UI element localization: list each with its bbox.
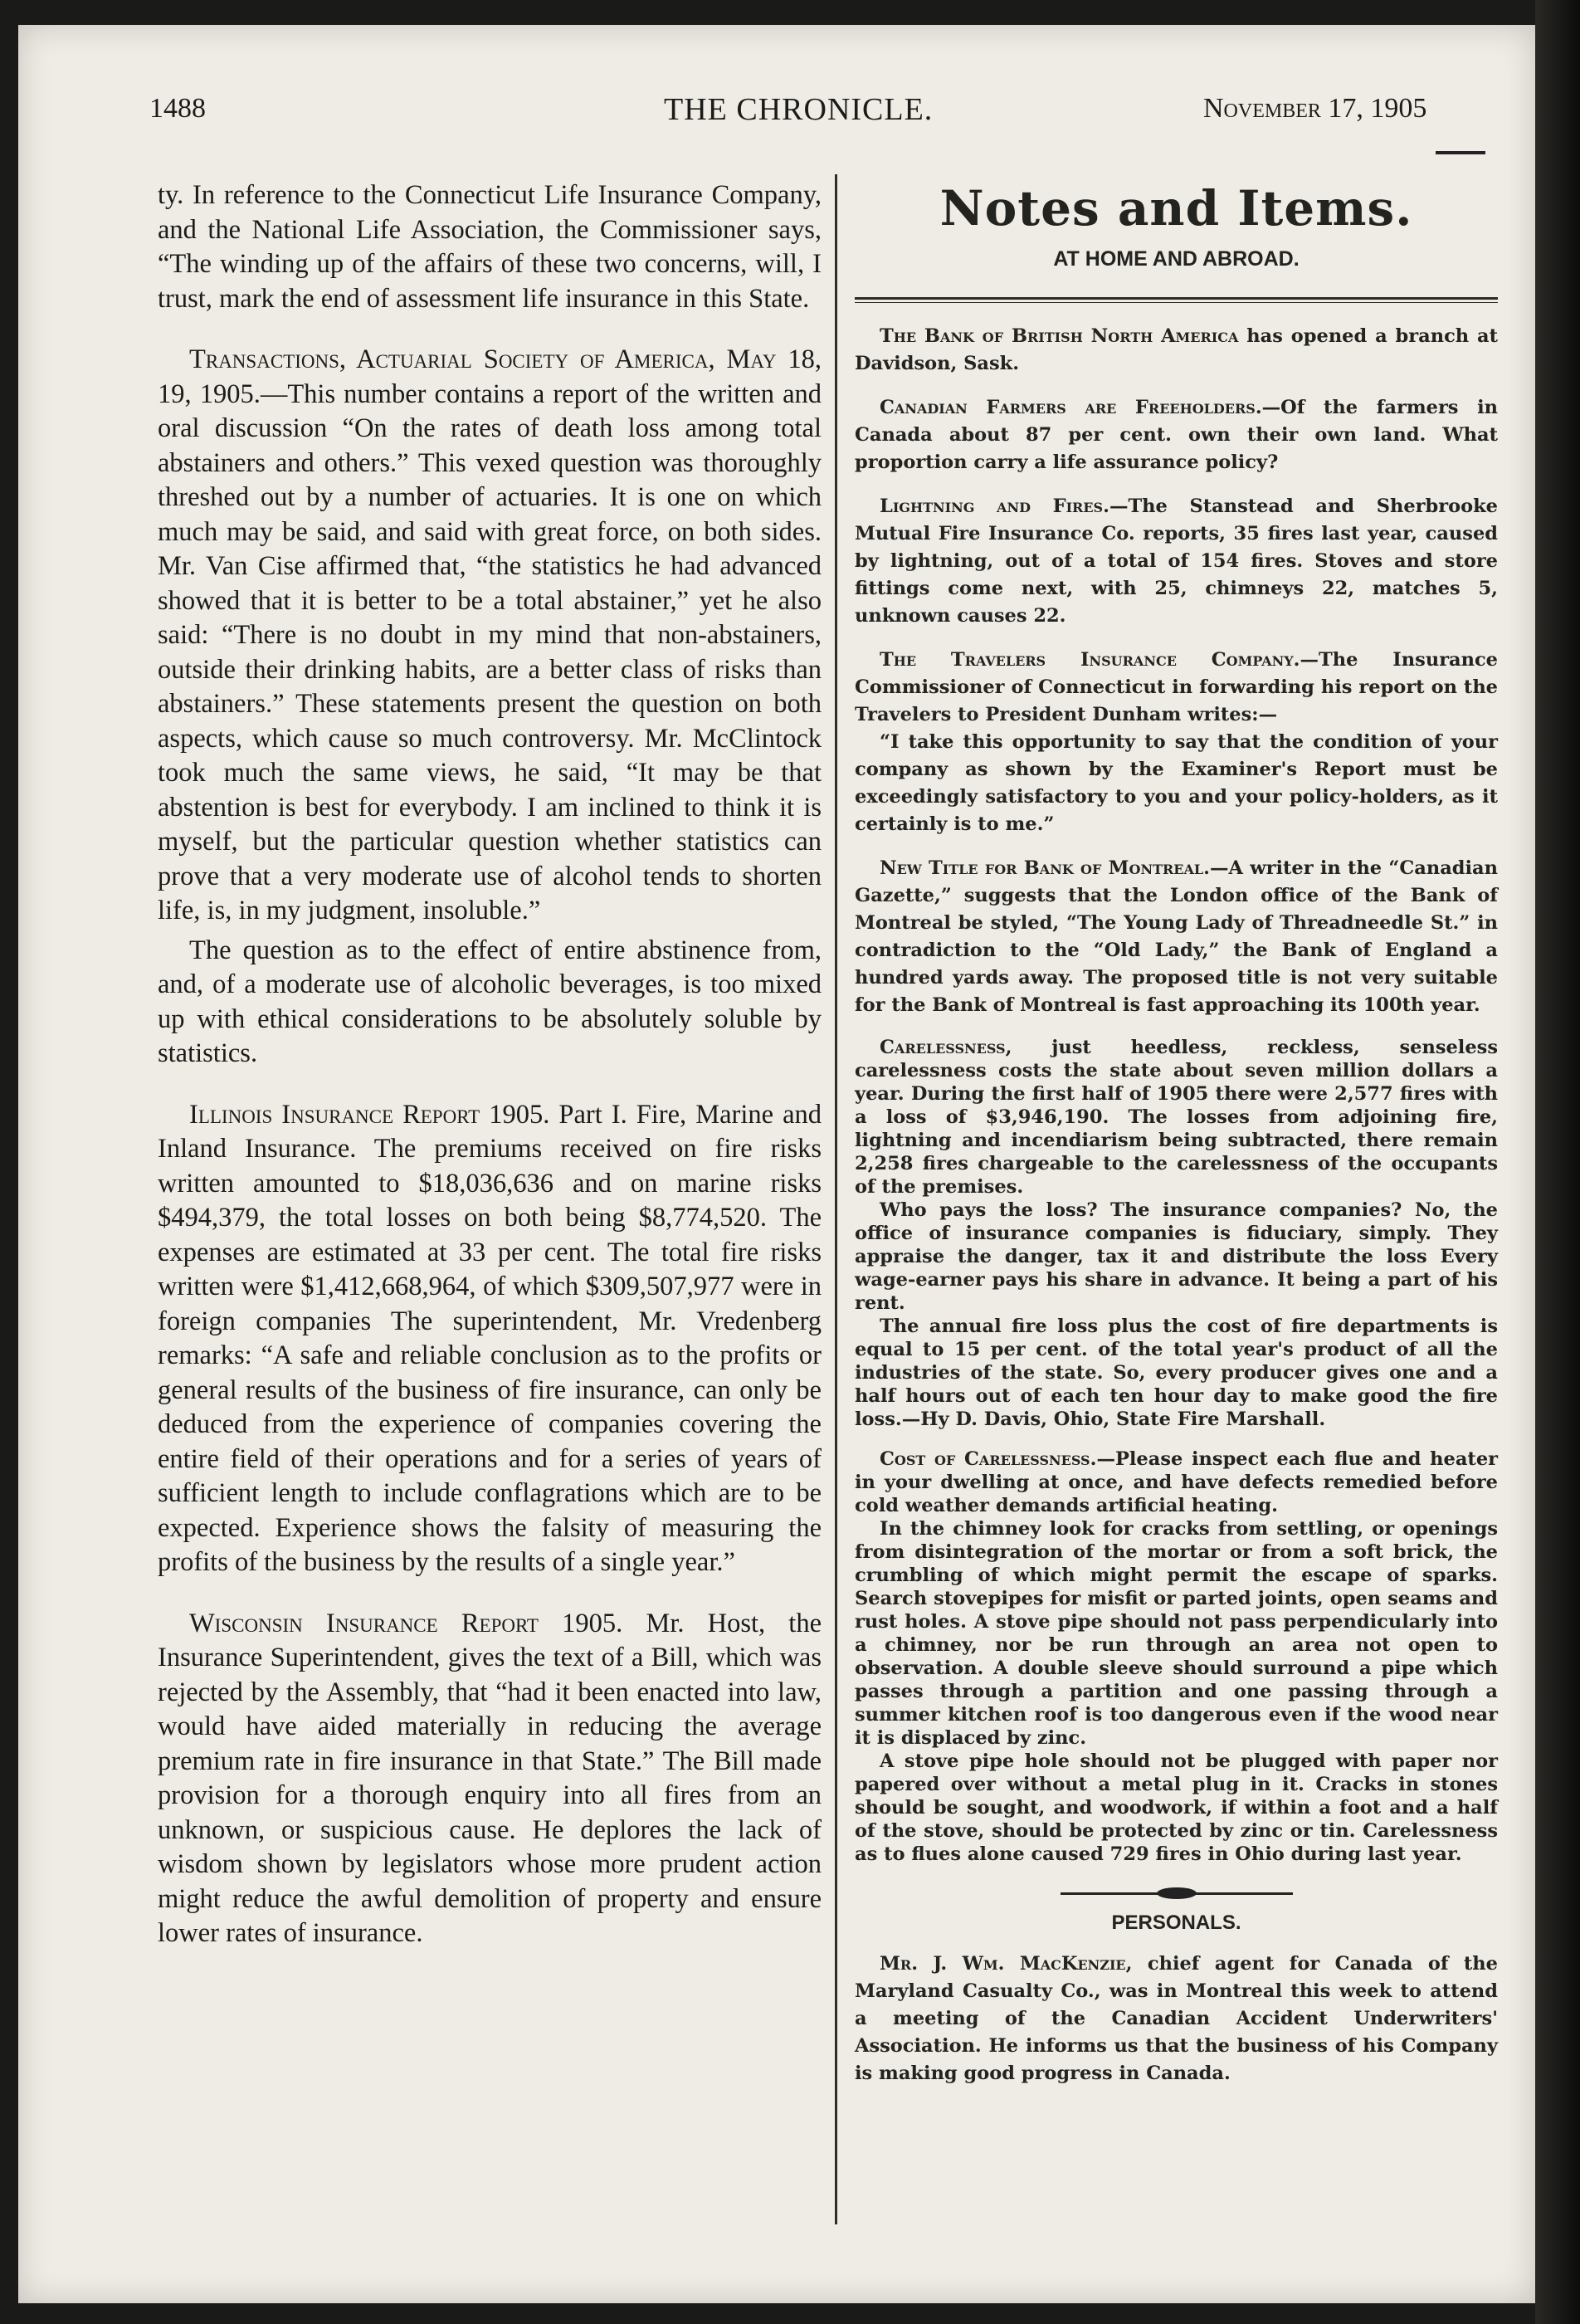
wisconsin-heading: Wisconsin Insurance Report [189,1608,539,1638]
paragraph-abstinence: The question as to the effect of entire abstinence from, and, of a moderate use of alcoholic beverages, is too mixed up with ethical considerations to be absolutely soluble by statistics. [158,935,822,1068]
item4-heading: The Travelers Insurance Company. [880,649,1300,671]
item5-heading: New Title for Bank of Montreal. [880,857,1210,879]
item-carelessness [855,1036,1498,1199]
item6-body: just heedless, reckless, senseless carelessness costs the state about seven million dollars a year. During the first half of 1905 there were 2,577 fires with a loss of $3,946,190. The losses from adjoining fire, lightning and incendiarism being subtracted, there remain 2,258 fires chargeable to the carelessness of the occupants of the premises. [855,1037,1498,1198]
notes-subtitle: AT HOME AND ABROAD. [1053,247,1300,271]
header-rule [1436,151,1485,154]
personal1-body: chief agent for Canada of the Maryland Casualty Co., was in Montreal this week to attend a meeting of the Canadian Accident Underwriters' Association. He informs us that the business of his Company is making good progress in Canada. [855,1953,1498,2084]
item1-heading: The Bank of British North America [880,325,1239,347]
paragraph-actuarial-society [158,343,822,929]
actuarial-body: —This number contains a report of the written and oral discussion “On the rates of death loss among total abstainers and others.” This vexed question was thoroughly threshed out by a number of actuaries. It is one on which much may be said, and said with great force, on both sides. Mr. Van Cise affirmed that, “the statistics he had advanced showed that it is better to be a total abstainer,” yet he also said: “There is no doubt in my mind that non-abstainers, outside their drinking habits, are a better class of risks than abstainers.” These statements present the question on both aspects, which cause so much controversy. Mr. McClintock took much the same views, he said, “It may be that abstention is best for everybody. I am inclined to think it is myself, but the particular question whether statistics can prove that a very moderate use of alcohol tends to shorten life, is, in my judgment, insoluble.” [158,378,822,925]
left-column [158,178,822,1951]
item-cost-of-carelessness [855,1448,1498,1517]
wisconsin-body: 1905. Mr. Host, the Insurance Superintendent, gives the text of a Bill, which was rejected by the Assembly, that “had it been enacted into law, would have aided materially in reducing the average premium rate in fire insurance in that State.” The Bill made provision for a thorough enquiry into all fires from an unknown, or suspicious cause. He deplores the lack of wisdom shown by legislators whose more prudent action might reduce the awful demolition of property and ensure lower rates of insurance. [158,1608,822,1948]
item-lightning-fires [855,493,1498,630]
item7-body: —Please inspect each flue and heater in your dwelling at once, and have defects remedied before cold weather demands artificial heating. [855,1448,1498,1516]
illinois-heading: Illinois Insurance Report [189,1099,480,1130]
item2-body: —Of the farmers in Canada about 87 per cent. own their own land. What proportion carry a life assurance policy? [855,397,1498,473]
issue-date: November 17, 1905 [1203,93,1427,124]
item3-body: —The Stanstead and Sherbrooke Mutual Fire Insurance Co. reports, 35 fires last year, caused by lightning, out of a total of 154 fires. Stoves and store fittings come next, with 25, chimneys 22, matches 5, unknown causes 22. [855,496,1499,627]
page-number: 1488 [149,93,206,124]
item-carelessness-annual-loss: The annual fire loss plus the cost of fire departments is equal to 15 per cent. of the total year's product of all the industries of the state. So, every producer gives one and a half hours out of each ten hour day to make good the fire loss.—Hy D. Davis, Ohio, State Fire Marshall. [855,1316,1498,1430]
item4-body: —The Insurance Commissioner of Connecticut in forwarding his report on the Travelers to President Dunham writes:— [855,649,1498,725]
item1-body: has opened a branch at Davidson, Sask. [855,325,1498,374]
item3-heading: Lightning and Fires. [880,496,1109,517]
item-bank-british-north-america [855,323,1498,378]
scan-edge [1535,0,1580,2324]
paragraph-connecticut: ty. In reference to the Connecticut Life Insurance Company, and the National Life Association, the Commissioner says, “The winding up of the affairs of these two concerns, will, I trust, mark the end of assessment life insurance in this State. [158,180,822,314]
paragraph-wisconsin [158,1607,822,1951]
publication-title: THE CHRONICLE. [664,92,934,127]
page-header [124,68,1494,127]
item-carelessness-who-pays: Who pays the loss? The insurance companies? No, the office of insurance companies is fiduciary, simply. They appraise the danger, tax it and distribute the loss Every wage-earner pays his share in advance. It being a part of his rent. [855,1199,1498,1314]
item-canadian-farmers [855,394,1498,476]
item-stove-pipe-hole: A stove pipe hole should not be plugged with paper nor papered over without a metal plug in it. Cracks in stones should be sought, and woodwork, if within a foot and a half of the stove, should be protected by zinc or tin. Carelessness as to flues alone caused 729 fires in Ohio during last year. [855,1750,1498,1865]
item5-body: —A writer in the “Canadian Gazette,” suggests that the London office of the Bank of Montreal be styled, “The Young Lady of Threadneedle St.” in contradiction to the “Old Lady,” the Bank of England a hundred yards away. The proposed title is not very suitable for the Bank of Montreal is fast approaching its 100th year. [855,857,1498,1016]
illinois-body: 1905. Part I. Fire, Marine and Inland Insurance. The premiums received on fire risks written amounted to $18,036,636 and on marine risks $494,379, the total losses on both being $8,774,520. The expenses are estimated at 33 per cent. The total fire risks written were $1,412,668,964, of which $309,507,977 were in foreign companies The superintendent, Mr. Vredenberg remarks: “A safe and reliable conclusion as to the profits or general results of the business of fire insurance, can only be deduced from the experience of companies covering the entire field of their operations and for a series of years of sufficient length to include conflagrations which are to be expected. Experience shows the falsity of measuring the profits of the business by the results of a single year.” [158,1099,822,1577]
item-travelers-insurance [855,647,1498,729]
item-bank-of-montreal-title [855,855,1498,1019]
section-rule [855,297,1498,303]
notes-and-items-title: Notes and Items. [939,180,1413,237]
item-travelers-quote: “I take this opportunity to say that the condition of your company as shown by the Examiner's Report must be exceedingly satisfactory to you and your policy-holders, as it certainly is to me.” [855,731,1498,835]
actuarial-heading: Transactions, Actuarial Society of America, May 18, 19, 1905. [158,344,822,409]
personal-mackenzie [855,1950,1498,2087]
right-column [855,174,1498,2087]
item2-heading: Canadian Farmers are Freeholders. [880,397,1262,418]
ornament-center [1157,1887,1197,1899]
personals-heading: PERSONALS. [1111,1911,1241,1934]
item7-heading: Cost of Carelessness. [880,1448,1097,1470]
ornament-divider [1061,1887,1293,1899]
column-divider [835,174,837,2224]
paragraph-illinois [158,1098,822,1580]
item-chimney-inspection: In the chimney look for cracks from settling, or openings from disintegration of the mortar or from a soft brick, the crumbling of which might permit the escape of sparks. Search stovepipes for misfit or parted joints, open seams and rust holes. A stove pipe should not pass perpendicularly into a chimney, nor be run through an area not open to observation. A double sleeve should surround a pipe which passes through a partition and one passing through a summer kitchen roof is too dangerous even if the wood near it is displaced by zinc. [855,1518,1498,1749]
item6-heading: Carelessness, [880,1037,1012,1058]
personal1-heading: Mr. J. Wm. MacKenzie, [880,1953,1133,1975]
